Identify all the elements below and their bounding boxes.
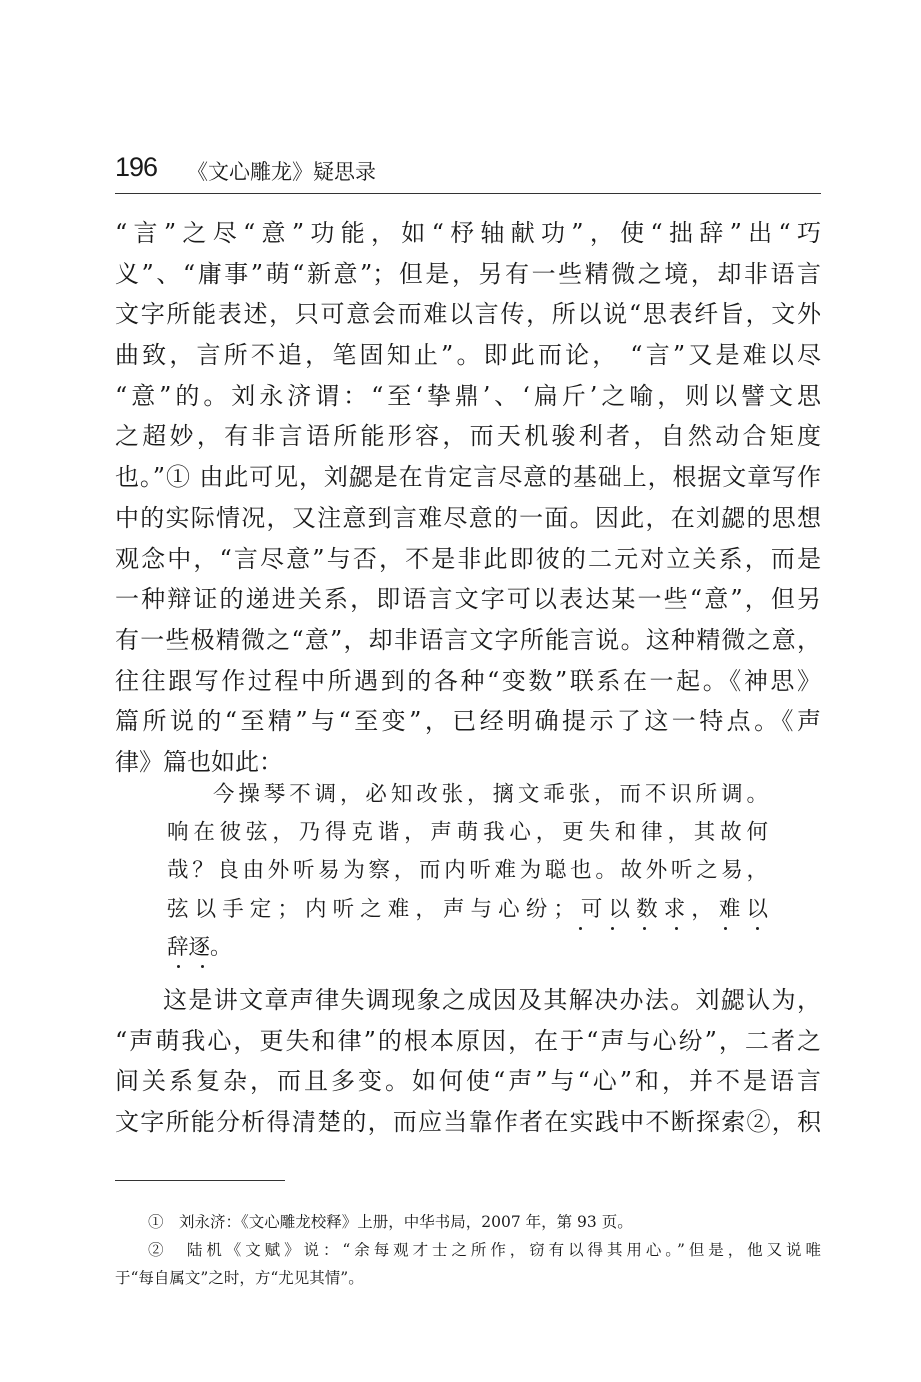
text-line: “声萌我心，更失和律”的根本原因，在于“声与心纷”，二者之 (115, 1026, 821, 1055)
footnote-2-line-1: ② 陆机《文赋》说：“余每观才士之所作，窃有以得其用心。”但是，他又说唯 (148, 1241, 821, 1259)
footnotes (115, 1208, 821, 1292)
text-line: 往往跟写作过程中所遇到的各种“变数”联系在一起。《神思》 (115, 666, 821, 695)
quote-line: 哉？良由外听易为察，而内听难为聪也。故外听之易， (167, 858, 768, 884)
text-line: 这是讲文章声律失调现象之成因及其解决办法。刘勰认为， (163, 986, 821, 1014)
text-line: 也。”① 由此可见，刘勰是在肯定言尽意的基础上，根据文章写作 (115, 463, 821, 492)
text-line: 篇所说的“至精”与“至变”，已经明确提示了这一特点。《声 (115, 707, 821, 736)
text-line: 有一些极精微之“意”，却非语言文字所能言说。这种精微之意， (115, 625, 821, 654)
paragraph-2 (115, 980, 821, 1143)
text-line: 律》篇也如此： (115, 747, 283, 776)
text-line: “意”的。刘永济谓：“至‘挚鼎’、‘扁斤’之喻，则以譬文思 (115, 381, 821, 410)
text-line: 之超妙，有非言语所能形容，而天机骏利者，自然动合矩度 (115, 422, 821, 451)
text-line: 义”、“庸事”萌“新意”；但是，另有一些精微之境，却非语言 (115, 259, 821, 288)
paragraph-1 (115, 213, 821, 783)
running-title: 《文心雕龙》疑思录 (187, 160, 376, 184)
block-quote (167, 776, 768, 967)
text-line: 观念中，“言尽意”与否，不是非此即彼的二元对立关系，而是 (115, 544, 821, 573)
text-line: 间关系复杂，而且多变。如何使“声”与“心”和，并不是语言 (115, 1067, 821, 1096)
page-header (115, 152, 821, 192)
text-line: 中的实际情况，又注意到言难尽意的一面。因此，在刘勰的思想 (115, 503, 821, 532)
quote-line: 今操琴不调，必知改张，摛文乖张，而不识所调。 (213, 782, 768, 807)
text-line: 曲致，言所不追，笔固知止”。即此而论， “言”又是难以尽 (115, 341, 821, 370)
text-line: 一种辩证的递进关系，即语言文字可以表达某一些“意”，但另 (115, 585, 821, 614)
quote-line: 响在彼弦，乃得克谐，声萌我心，更失和律，其故何 (167, 820, 768, 846)
quote-line: 弦以手定；内听之难，声与心纷；可以数求，难以 (167, 896, 768, 922)
footnote-1: ① 刘永济：《文心雕龙校释》上册，中华书局，2007 年，第 93 页。 (148, 1213, 633, 1231)
footnote-2-line-2: 于“每自属文”之时，方“尤见其情”。 (115, 1269, 364, 1287)
header-rule (115, 193, 821, 194)
footnote-rule (115, 1180, 285, 1181)
page-number: 196 (115, 152, 158, 182)
quote-line: 辞逐。 (167, 934, 232, 960)
text-line: 文字所能表述，只可意会而难以言传，所以说“思表纤旨，文外 (115, 300, 821, 329)
text-line: 文字所能分析得清楚的，而应当靠作者在实践中不断探索②，积 (115, 1108, 821, 1137)
text-line: “言”之尽“意”功能，如“杼轴献功”，使“拙辞”出“巧 (115, 219, 821, 247)
